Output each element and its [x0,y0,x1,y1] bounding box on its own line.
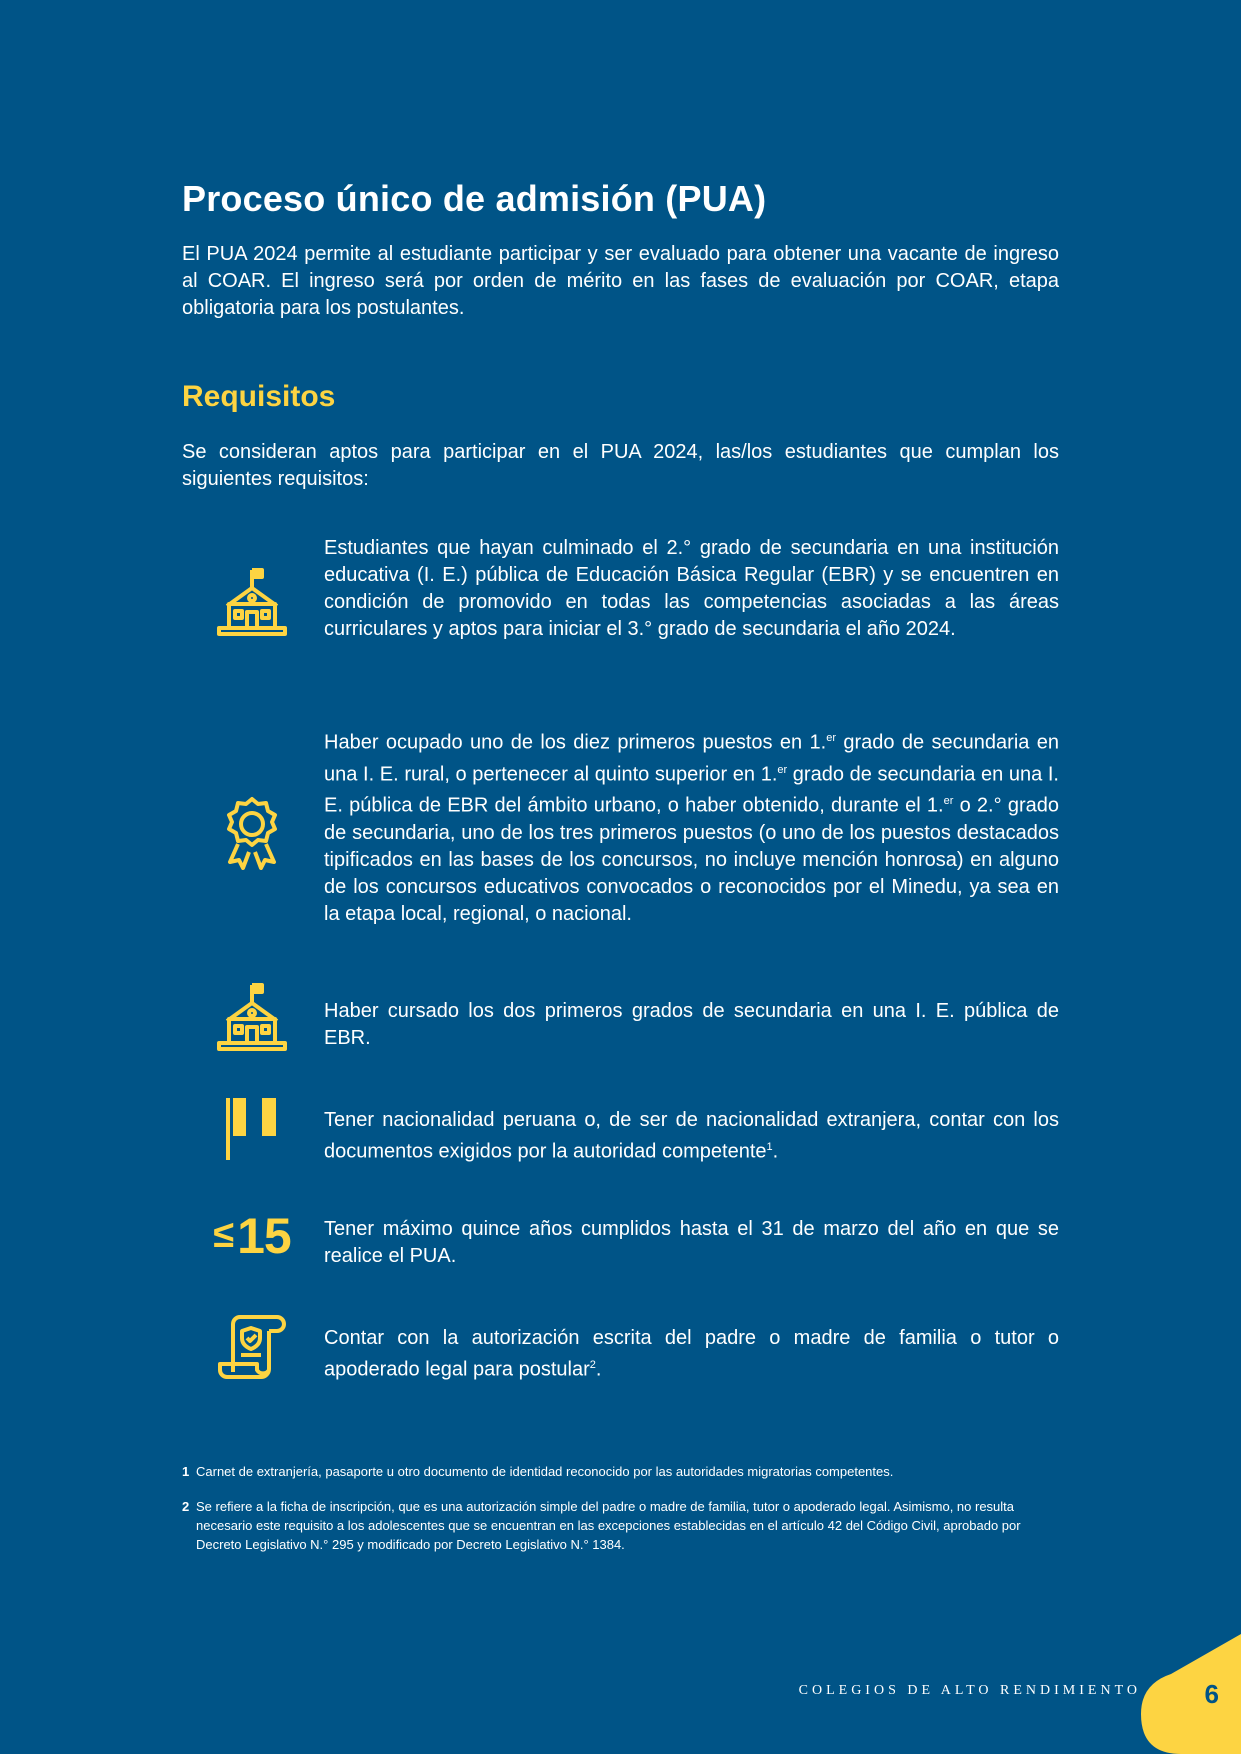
footnote-number: 1 [182,1464,190,1479]
page-title: Proceso único de admisión (PUA) [182,178,767,219]
flag-icon [212,1089,292,1169]
requirement-text-1: Estudiantes que hayan culminado el 2.° grado de secundaria en una institución educativa (I. E.) pública de Educación Básica Regular (EBR) y se encuentren en condición de promovido en todas las competencias asociadas a las áreas curriculares y aptos para iniciar el 3.° grado de secundaria el año 2024. [324,537,1059,640]
footnote-text: Se refiere a la ficha de inscripción, que es una autorización simple del padre o madre de familia, tutor o apoderado legal. Asimismo, no resulta necesario este requisito a los adolescentes que se encuentran en las excepciones establecidas en el artículo 42 del Código Civil, aprobado por Decreto Legislativo N.° 295 y modificado por Decreto Legislativo N.° 1384. [196,1499,1021,1552]
requisitos-heading: Requisitos [182,380,336,413]
footnote-number: 2 [182,1499,190,1514]
footnotes [182,1462,1059,1570]
requirement-text-3: Haber cursado los dos primeros grados de secundaria en una I. E. pública de EBR. [324,1000,1059,1049]
page-corner-shape [1141,1604,1241,1754]
requirement-text-6: Contar con la autorización escrita del padre o madre de familia o tutor o apoderado legal para postular$^2$. [324,1327,1059,1381]
footnote-text: Carnet de extranjería, pasaporte u otro documento de identidad reconocido por las autoridades migratorias competentes. [196,1464,894,1479]
award-icon [212,793,292,873]
requirement-text-2: Haber ocupado uno de los diez primeros puestos en 1.$^{er}$ grado de secundaria en una I. E. rural, o pertenecer al quinto superior en 1.$^{er}$ grado de secundaria en una I. E. pública de EBR del ámbito urbano, o haber obtenido, durante el 1.$^{er}$ o 2.° grado de secundaria, uno de los tres primeros puestos (o uno de los puestos destacados tipificados en las bases de los concursos, no incluye mención honrosa) en alguno de los concursos educativos convocados o reconocidos por el Minedu, ya sea en la etapa local, regional, o nacional. [324,731,1060,925]
school-icon [212,978,292,1058]
footer-label: COLEGIOS DE ALTO RENDIMIENTO [798,1683,1141,1698]
document-icon [212,1307,292,1387]
requisitos-lead: Se consideran aptos para participar en el PUA 2024, las/los estudiantes que cumplan los siguientes requisitos: [182,441,1059,490]
footnote-2 [182,1497,1059,1554]
footnote-1 [182,1462,1059,1481]
requirement-text-5: Tener máximo quince años cumplidos hasta el 31 de marzo del año en que se realice el PUA. [324,1218,1059,1267]
age-limit-icon: ≤15 [213,1208,291,1264]
requirement-text-4: Tener nacionalidad peruana o, de ser de nacionalidad extranjera, contar con los documentos exigidos por la autoridad competente$^1$. [324,1109,1059,1163]
school-icon [212,563,292,643]
page-number: 6 [1204,1679,1219,1709]
intro-paragraph: El PUA 2024 permite al estudiante participar y ser evaluado para obtener una vacante de ingreso al COAR. El ingreso será por orden de mérito en las fases de evaluación por COAR, etapa obligatoria para los postulantes. [182,243,1059,319]
